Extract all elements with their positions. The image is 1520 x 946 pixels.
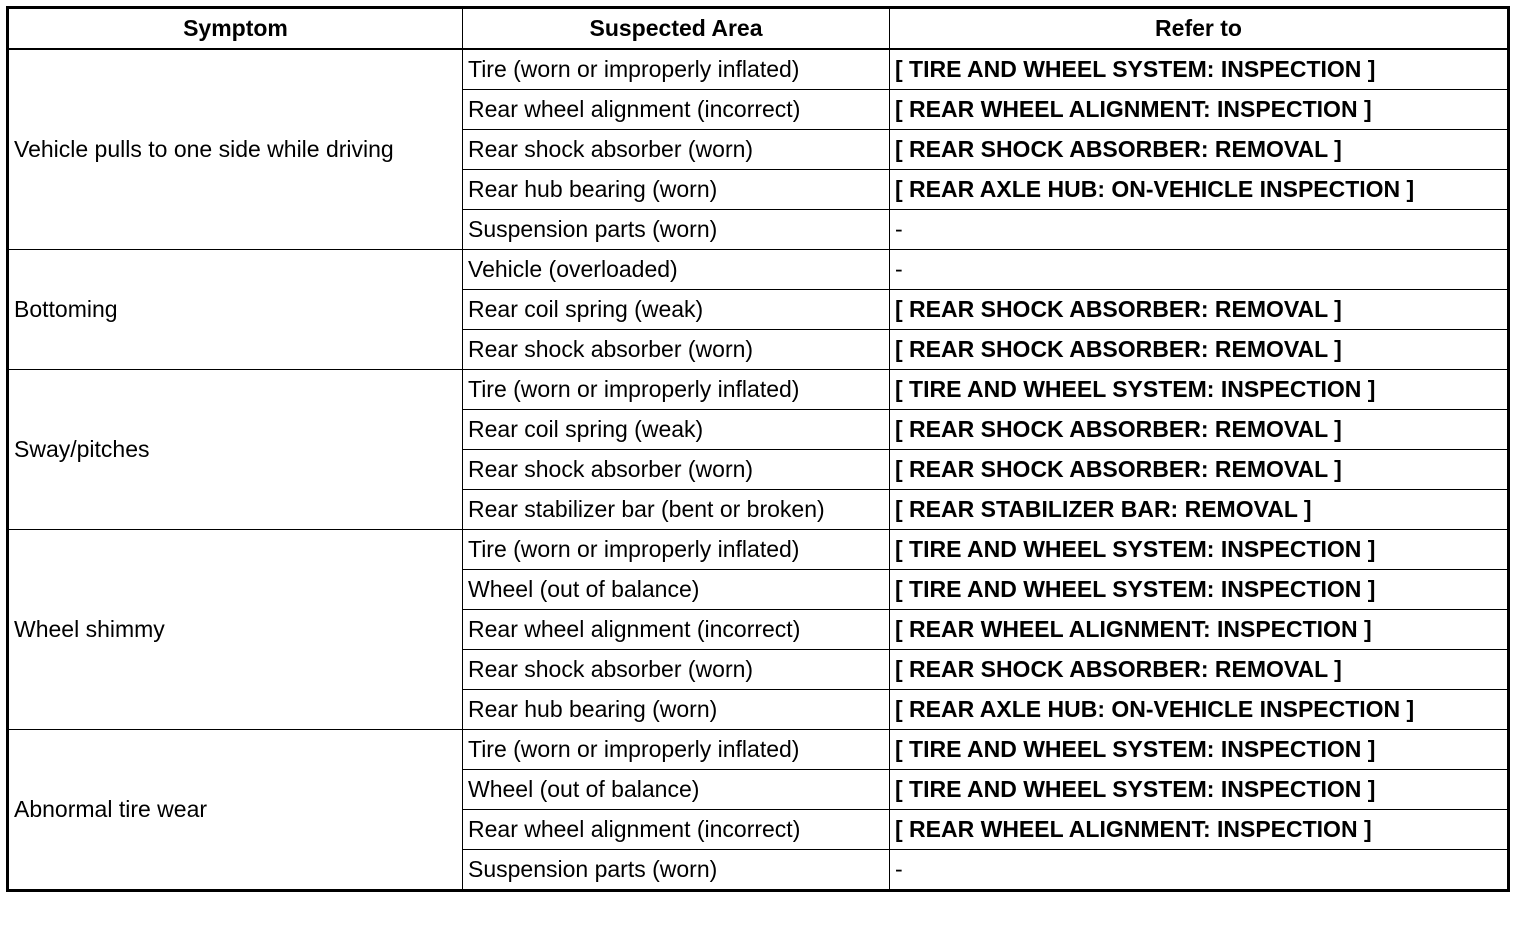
refer-to-cell — [890, 570, 1509, 610]
reference-link[interactable]: [ REAR AXLE HUB: ON-VEHICLE INSPECTION ] — [895, 696, 1415, 722]
suspected-area-cell: Vehicle (overloaded) — [463, 250, 890, 290]
symptom-cell: Sway/pitches — [8, 370, 463, 530]
refer-to-cell — [890, 49, 1509, 90]
reference-link[interactable]: [ TIRE AND WHEEL SYSTEM: INSPECTION ] — [895, 576, 1376, 602]
suspected-area-cell: Tire (worn or improperly inflated) — [463, 370, 890, 410]
refer-to-cell — [890, 850, 1509, 891]
refer-to-cell — [890, 770, 1509, 810]
suspected-area-cell: Rear hub bearing (worn) — [463, 170, 890, 210]
refer-to-cell — [890, 690, 1509, 730]
reference-link[interactable]: [ REAR SHOCK ABSORBER: REMOVAL ] — [895, 456, 1342, 482]
refer-to-cell — [890, 410, 1509, 450]
reference-link[interactable]: [ REAR SHOCK ABSORBER: REMOVAL ] — [895, 296, 1342, 322]
table-row — [8, 530, 1509, 570]
reference-link[interactable]: [ REAR WHEEL ALIGNMENT: INSPECTION ] — [895, 616, 1372, 642]
suspected-area-cell: Wheel (out of balance) — [463, 770, 890, 810]
refer-to-cell — [890, 610, 1509, 650]
refer-to-cell — [890, 730, 1509, 770]
table-header — [8, 8, 1509, 50]
reference-link[interactable]: [ TIRE AND WHEEL SYSTEM: INSPECTION ] — [895, 736, 1376, 762]
no-reference-dash: - — [895, 856, 903, 882]
suspected-area-cell: Suspension parts (worn) — [463, 210, 890, 250]
reference-link[interactable]: [ REAR SHOCK ABSORBER: REMOVAL ] — [895, 656, 1342, 682]
refer-to-cell — [890, 330, 1509, 370]
reference-link[interactable]: [ TIRE AND WHEEL SYSTEM: INSPECTION ] — [895, 776, 1376, 802]
suspected-area-cell: Rear wheel alignment (incorrect) — [463, 810, 890, 850]
refer-to-cell — [890, 130, 1509, 170]
column-header-suspected-area: Suspected Area — [463, 8, 890, 50]
table-row — [8, 370, 1509, 410]
refer-to-cell — [890, 170, 1509, 210]
refer-to-cell — [890, 450, 1509, 490]
refer-to-cell — [890, 370, 1509, 410]
suspected-area-cell: Tire (worn or improperly inflated) — [463, 530, 890, 570]
refer-to-cell — [890, 810, 1509, 850]
suspected-area-cell: Tire (worn or improperly inflated) — [463, 49, 890, 90]
suspected-area-cell: Rear coil spring (weak) — [463, 410, 890, 450]
reference-link[interactable]: [ REAR WHEEL ALIGNMENT: INSPECTION ] — [895, 816, 1372, 842]
reference-link[interactable]: [ REAR STABILIZER BAR: REMOVAL ] — [895, 496, 1312, 522]
troubleshooting-table — [6, 6, 1510, 892]
suspected-area-cell: Wheel (out of balance) — [463, 570, 890, 610]
suspected-area-cell: Rear shock absorber (worn) — [463, 650, 890, 690]
refer-to-cell — [890, 90, 1509, 130]
suspected-area-cell: Rear coil spring (weak) — [463, 290, 890, 330]
reference-link[interactable]: [ REAR SHOCK ABSORBER: REMOVAL ] — [895, 136, 1342, 162]
symptom-cell: Abnormal tire wear — [8, 730, 463, 891]
refer-to-cell — [890, 290, 1509, 330]
reference-link[interactable]: [ TIRE AND WHEEL SYSTEM: INSPECTION ] — [895, 376, 1376, 402]
suspected-area-cell: Rear hub bearing (worn) — [463, 690, 890, 730]
reference-link[interactable]: [ REAR SHOCK ABSORBER: REMOVAL ] — [895, 336, 1342, 362]
suspected-area-cell: Rear shock absorber (worn) — [463, 450, 890, 490]
symptom-cell: Bottoming — [8, 250, 463, 370]
reference-link[interactable]: [ TIRE AND WHEEL SYSTEM: INSPECTION ] — [895, 536, 1376, 562]
suspected-area-cell: Rear shock absorber (worn) — [463, 130, 890, 170]
table-body — [8, 49, 1509, 891]
suspected-area-cell: Tire (worn or improperly inflated) — [463, 730, 890, 770]
suspected-area-cell: Rear stabilizer bar (bent or broken) — [463, 490, 890, 530]
reference-link[interactable]: [ REAR WHEEL ALIGNMENT: INSPECTION ] — [895, 96, 1372, 122]
refer-to-cell — [890, 650, 1509, 690]
column-header-symptom: Symptom — [8, 8, 463, 50]
column-header-refer-to: Refer to — [890, 8, 1509, 50]
symptom-cell: Wheel shimmy — [8, 530, 463, 730]
reference-link[interactable]: [ REAR AXLE HUB: ON-VEHICLE INSPECTION ] — [895, 176, 1415, 202]
table-row — [8, 730, 1509, 770]
suspected-area-cell: Suspension parts (worn) — [463, 850, 890, 891]
suspected-area-cell: Rear wheel alignment (incorrect) — [463, 610, 890, 650]
refer-to-cell — [890, 210, 1509, 250]
refer-to-cell — [890, 530, 1509, 570]
symptom-cell: Vehicle pulls to one side while driving — [8, 49, 463, 250]
table-row — [8, 250, 1509, 290]
refer-to-cell — [890, 250, 1509, 290]
refer-to-cell — [890, 490, 1509, 530]
suspected-area-cell: Rear shock absorber (worn) — [463, 330, 890, 370]
reference-link[interactable]: [ REAR SHOCK ABSORBER: REMOVAL ] — [895, 416, 1342, 442]
header-row — [8, 8, 1509, 50]
reference-link[interactable]: [ TIRE AND WHEEL SYSTEM: INSPECTION ] — [895, 56, 1376, 82]
no-reference-dash: - — [895, 256, 903, 282]
suspected-area-cell: Rear wheel alignment (incorrect) — [463, 90, 890, 130]
no-reference-dash: - — [895, 216, 903, 242]
table-row — [8, 49, 1509, 90]
